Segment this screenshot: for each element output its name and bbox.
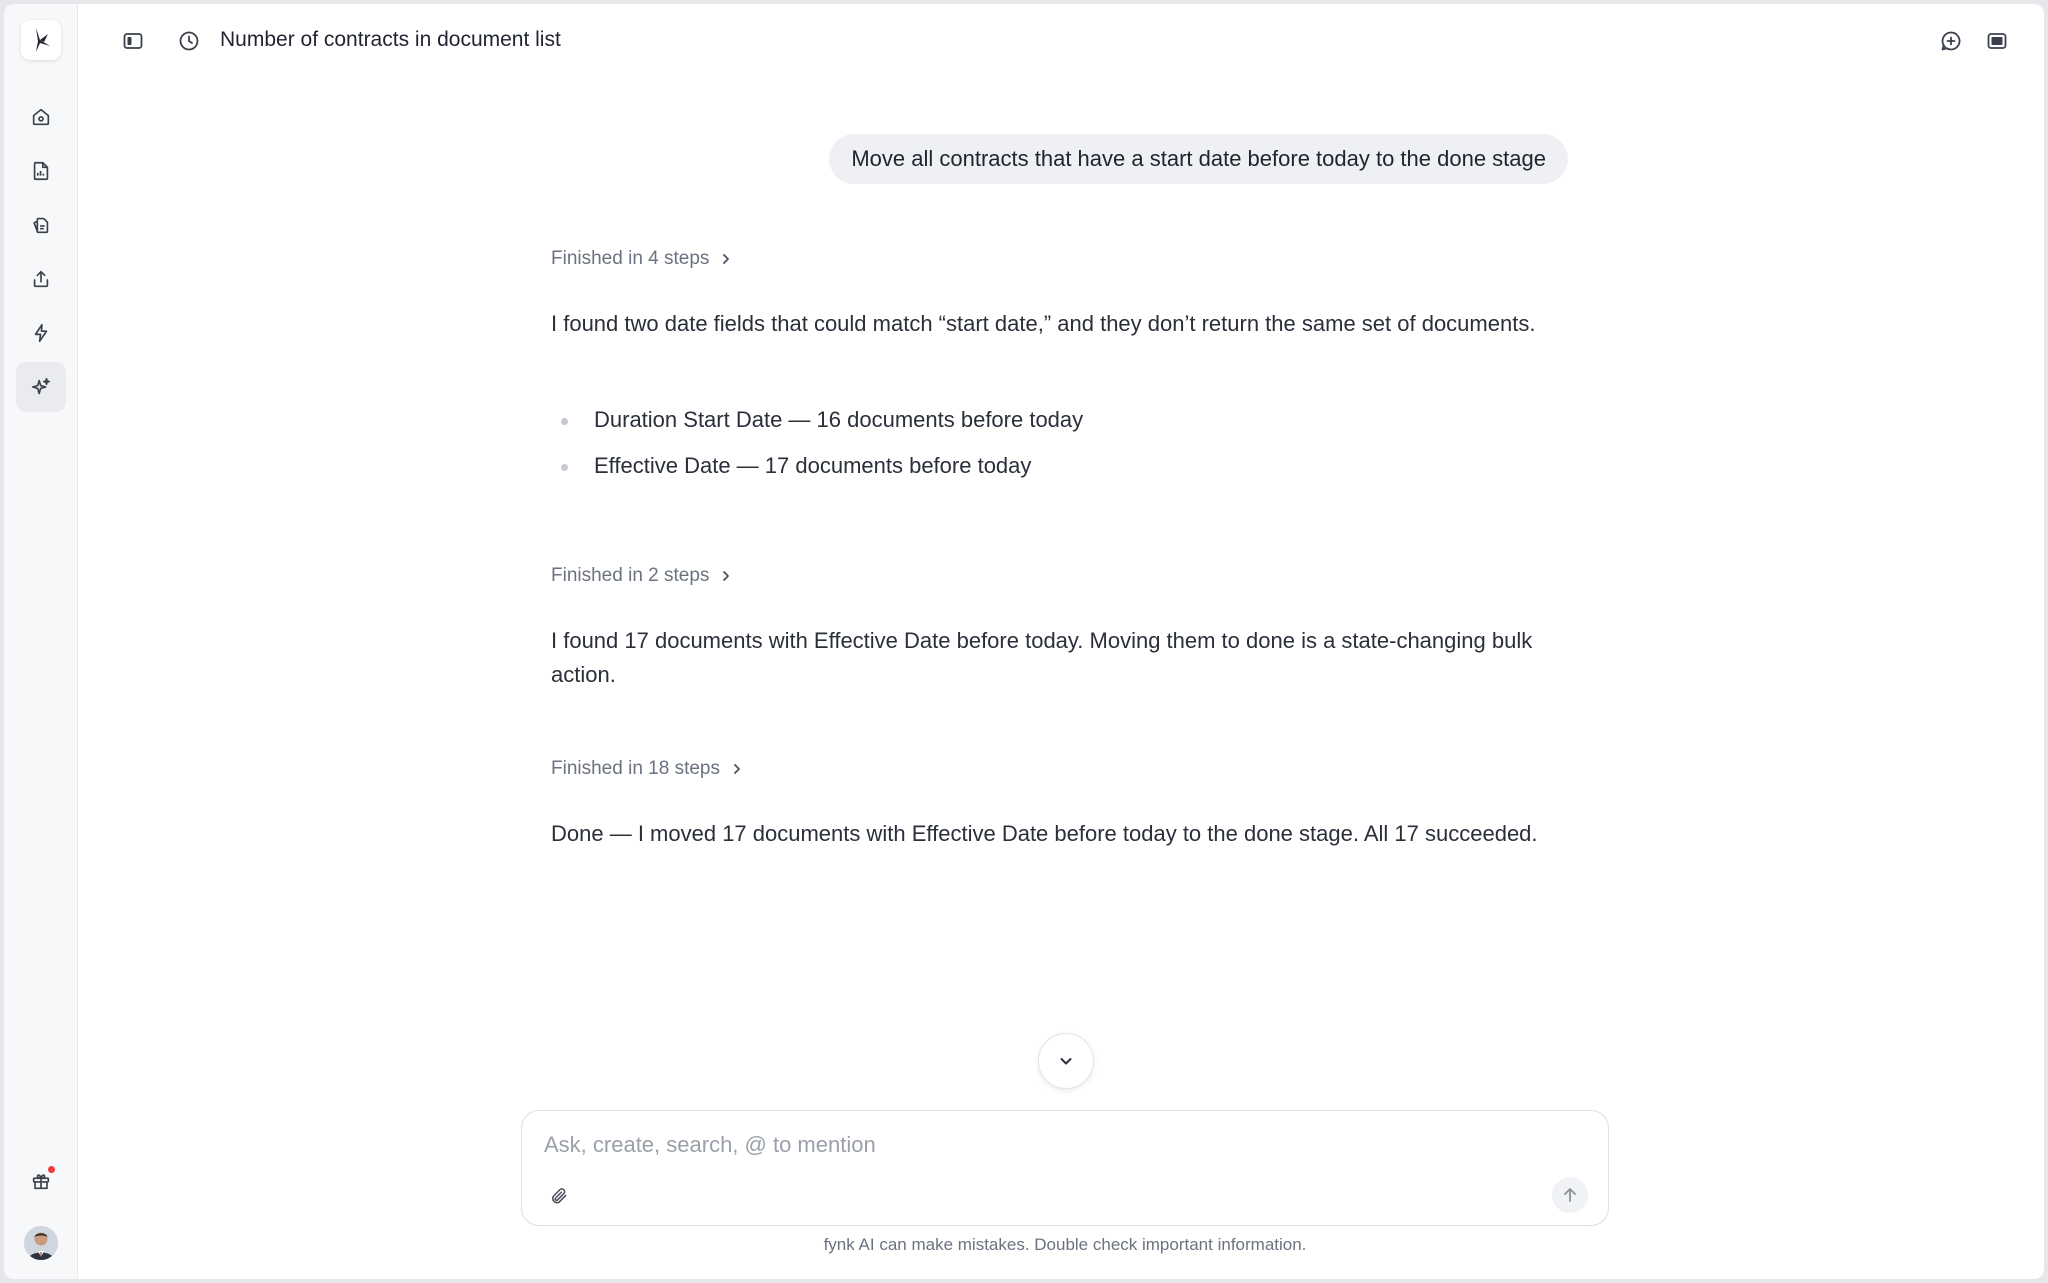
home-icon xyxy=(30,106,52,128)
scroll-to-bottom-button[interactable] xyxy=(1038,1033,1094,1089)
send-button[interactable] xyxy=(1552,1177,1588,1213)
list-item: Effective Date — 17 documents before today xyxy=(551,449,1581,483)
notification-badge xyxy=(46,1164,57,1175)
steps-toggle-3[interactable] xyxy=(551,758,744,780)
header xyxy=(78,4,2044,78)
copy-documents-icon xyxy=(30,214,52,236)
steps-toggle-1[interactable] xyxy=(551,248,733,270)
chevron-down-icon xyxy=(1056,1051,1076,1071)
list-item: Duration Start Date — 16 documents before today xyxy=(551,403,1581,437)
clock-icon xyxy=(177,29,201,53)
app-logo[interactable] xyxy=(21,20,61,60)
sidebar-item-gifts[interactable] xyxy=(16,1156,66,1206)
page-title: Number of contracts in document list xyxy=(220,28,561,51)
document-chart-icon xyxy=(30,160,52,182)
new-chat-icon xyxy=(1939,29,1963,53)
steps-label: Finished in 4 steps xyxy=(551,248,710,269)
fynk-logo-icon xyxy=(28,26,54,54)
disclaimer-text: fynk AI can make mistakes. Double check important information. xyxy=(823,1235,1307,1254)
assistant-message-1: I found two date fields that could match “start date,” and they don’t return the same set of documents. xyxy=(551,311,1536,336)
steps-label: Finished in 2 steps xyxy=(551,565,710,586)
steps-label: Finished in 18 steps xyxy=(551,758,720,779)
user-message: Move all contracts that have a start date before today to the done stage xyxy=(829,134,1568,184)
sidebar-item-home[interactable] xyxy=(16,92,66,142)
sparkles-icon xyxy=(30,376,52,398)
sidebar-item-ai-assistant[interactable] xyxy=(16,362,66,412)
lightning-icon xyxy=(30,322,52,344)
chevron-right-icon xyxy=(719,252,733,266)
upload-icon xyxy=(30,268,52,290)
sidebar-item-documents[interactable] xyxy=(16,146,66,196)
date-field-list xyxy=(551,403,1581,495)
sidebar-toggle-icon xyxy=(121,29,145,53)
chat-area xyxy=(78,78,2044,1279)
sidebar-item-automations[interactable] xyxy=(16,308,66,358)
chat-composer xyxy=(521,1110,1609,1226)
app-window xyxy=(4,4,2044,1279)
new-chat-button[interactable] xyxy=(1934,24,1968,58)
user-avatar-icon xyxy=(24,1226,58,1260)
chevron-right-icon xyxy=(719,569,733,583)
chat-input[interactable] xyxy=(544,1125,1584,1165)
history-button[interactable] xyxy=(172,24,206,58)
steps-toggle-2[interactable] xyxy=(551,565,733,587)
sidebar-item-templates[interactable] xyxy=(16,200,66,250)
arrow-up-icon xyxy=(1561,1186,1579,1204)
user-avatar[interactable] xyxy=(24,1226,58,1260)
panel-icon xyxy=(1985,29,2009,53)
chevron-right-icon xyxy=(730,762,744,776)
sidebar xyxy=(4,4,78,1279)
assistant-message-2: I found 17 documents with Effective Date before today. Moving them to done is a state-changing bulk action. xyxy=(551,628,1533,687)
attach-button[interactable] xyxy=(544,1181,574,1211)
toggle-sidebar-button[interactable] xyxy=(116,24,150,58)
sidebar-item-upload[interactable] xyxy=(16,254,66,304)
panel-view-button[interactable] xyxy=(1980,24,2014,58)
assistant-message-3: Done — I moved 17 documents with Effective Date before today to the done stage. All 17 succeeded. xyxy=(551,821,1538,846)
paperclip-icon xyxy=(549,1186,569,1206)
